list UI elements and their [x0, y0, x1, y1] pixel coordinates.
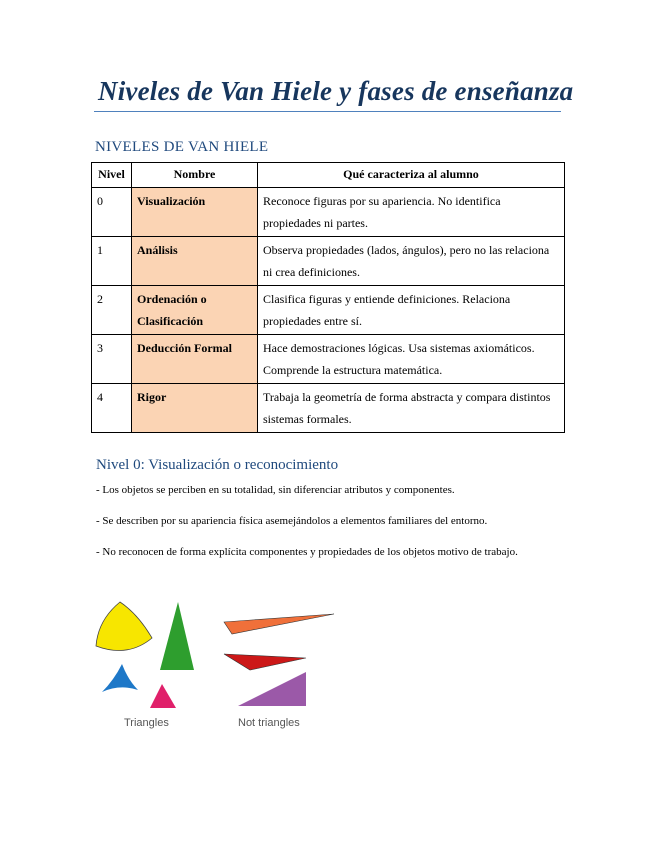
bullet-item: - Los objetos se perciben en su totalidad, sin diferenciar atributos y componentes. — [96, 484, 455, 496]
cell-nivel: 2 — [92, 286, 132, 335]
header-nombre: Nombre — [132, 163, 258, 188]
orange-thin-shape — [224, 614, 334, 634]
blue-curved-triangle — [102, 664, 138, 692]
levels-table — [91, 162, 565, 433]
section-heading: NIVELES DE VAN HIELE — [95, 139, 269, 155]
cell-nombre: Visualización — [132, 188, 258, 237]
table-row — [92, 188, 565, 237]
label-triangles: Triangles — [124, 717, 169, 729]
table-row — [92, 237, 565, 286]
table-row — [92, 335, 565, 384]
cell-desc: Reconoce figuras por su apariencia. No identifica propiedades ni partes. — [258, 188, 565, 237]
cell-desc: Hace demostraciones lógicas. Usa sistemas axiomáticos. Comprende la estructura matemática. — [258, 335, 565, 384]
cell-nivel: 1 — [92, 237, 132, 286]
header-nivel: Nivel — [92, 163, 132, 188]
header-caracteriza: Qué caracteriza al alumno — [258, 163, 565, 188]
green-tall-triangle — [160, 602, 194, 670]
cell-nivel: 3 — [92, 335, 132, 384]
cell-desc: Observa propiedades (lados, ángulos), pero no las relaciona ni crea definiciones. — [258, 237, 565, 286]
red-dart-shape — [224, 654, 306, 670]
label-not-triangles: Not triangles — [238, 717, 300, 729]
pink-small-triangle — [150, 684, 176, 708]
cell-nombre: Análisis — [132, 237, 258, 286]
cell-nombre: Rigor — [132, 384, 258, 433]
cell-desc: Trabaja la geometría de forma abstracta y compara distintos sistemas formales. — [258, 384, 565, 433]
cell-nombre: Ordenación o Clasificación — [132, 286, 258, 335]
purple-right-triangle — [238, 672, 306, 706]
triangles-figure — [88, 596, 338, 732]
bullet-item: - No reconocen de forma explícita componentes y propiedades de los objetos motivo de trabajo. — [96, 546, 518, 558]
cell-nivel: 0 — [92, 188, 132, 237]
bullet-item: - Se describen por su apariencia física asemejándolos a elementos familiares del entorno. — [96, 515, 488, 527]
table-row — [92, 286, 565, 335]
cell-nombre: Deducción Formal — [132, 335, 258, 384]
cell-nivel: 4 — [92, 384, 132, 433]
title-underline — [94, 111, 561, 112]
cell-desc: Clasifica figuras y entiende definiciones. Relaciona propiedades entre sí. — [258, 286, 565, 335]
yellow-curved-triangle — [96, 602, 152, 651]
level0-heading: Nivel 0: Visualización o reconocimiento — [96, 457, 339, 473]
table-row — [92, 384, 565, 433]
table-header-row — [92, 163, 565, 188]
page-title: Niveles de Van Hiele y fases de enseñanza — [98, 76, 574, 106]
